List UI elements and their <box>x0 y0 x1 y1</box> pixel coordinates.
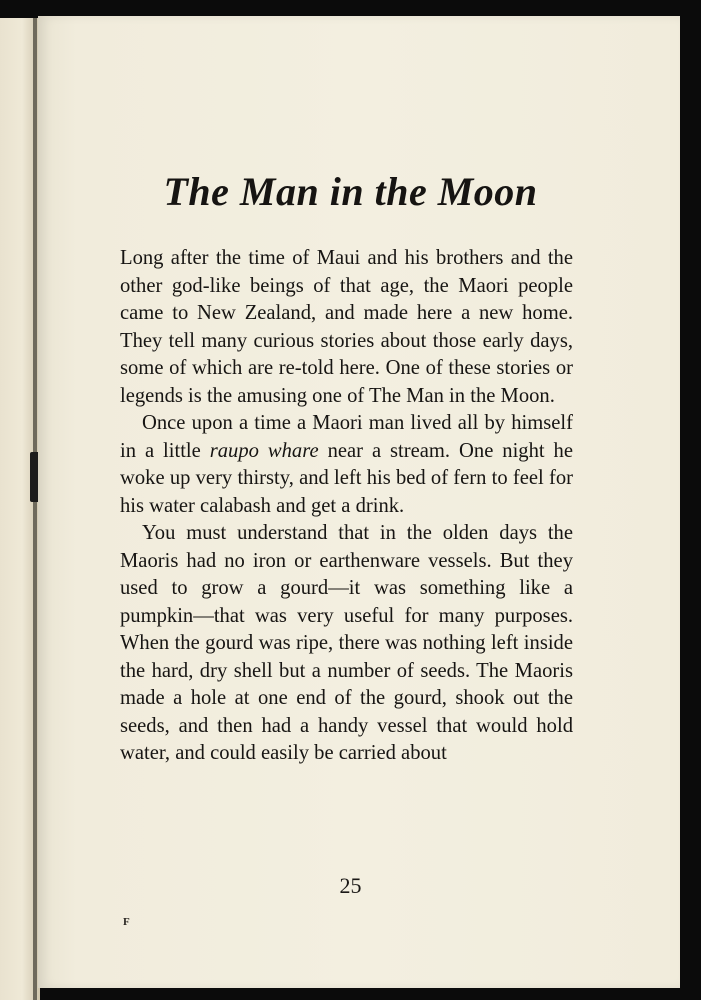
paragraph-3: You must understand that in the olden days the Maoris had no iron or earthenware vessels. But they used to grow a gourd—it was something like a pumpkin—that was very useful for many purposes. When the gourd was ripe, there was nothing left inside the hard, dry shell but a number of seeds. The Maoris made a hole at one end of the gourd, shook out the seeds, and then had a handy vessel that would hold water, and could easily be carried about <box>120 522 573 764</box>
paragraph-2-start: Once upon a time a Maori man lived all by himself in a little <box>120 412 573 462</box>
paragraph-2-end: near a stream. One night he woke up very thirsty, and left his bed of fern to feel for his water calabash and get a drink. <box>120 439 573 517</box>
paragraph-2-italic: raupo whare <box>209 439 319 462</box>
paragraph-1: Long after the time of Maui and his brothers and the other god-like beings of that age, the Maori people came to New Zealand, and made here a new home. They tell many curious stories about those early days, some of which are re-told here. One of these stories or legends is the amusing one of The Man in the Moon. <box>120 247 573 407</box>
body-text <box>120 245 573 768</box>
book-spine <box>33 18 37 1000</box>
paragraph-2 <box>120 410 573 520</box>
page-number: 25 <box>339 873 362 898</box>
signature-mark: F <box>123 916 130 928</box>
chapter-title: The Man in the Moon <box>163 169 538 214</box>
